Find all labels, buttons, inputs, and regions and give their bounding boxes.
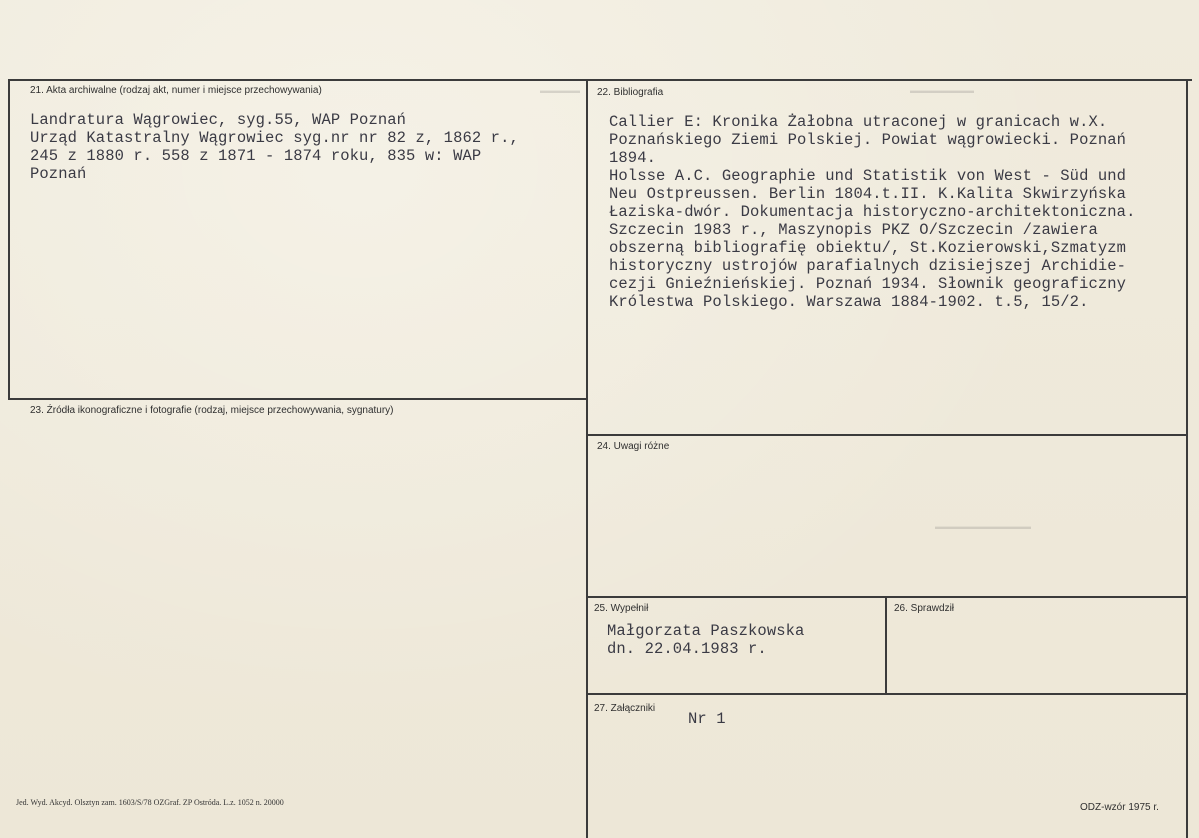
show-through-mark: ▬▬▬▬▬ [540,86,580,95]
left-horizontal-rule [8,398,586,400]
field-27-label: 27. Załączniki [594,703,656,714]
field-22-value: Callier E: Kronika Żałobna utraconej w granicach w.X. Poznańskiego Ziemi Polskiej. Powiat wągrowiecki. Poznań 1894. Holsse A.C. Geographie und Statistik von West - Süd und Neu Ostpreussen. Berlin 1804.t.II. K.Kalita Skwirzyńska Łaziska-dwór. Dokumentacja historyczno-architektoniczna. Szczecin 1983 r., Maszynopis PKZ O/Szczecin /zawiera obszerną bibliografię obiektu/, St.Kozierowski,Szmatyzm historyczny ustrojów parafialnych dzisiejszej Archidie- cezji Gnieźnieńskiej. Poznań 1934. Słownik geograficzny Królestwa Polskiego. Warszawa 1884-1902. t.5, 15/2. [609,113,1136,311]
field-22-label: 22. Bibliografia [597,87,664,98]
form-code: ODZ-wzór 1975 r. [1080,802,1159,813]
top-rule [8,79,1192,81]
field-21-label: 21. Akta archiwalne (rodzaj akt, numer i miejsce przechowywania) [30,85,322,96]
field-26-label: 26. Sprawdził [894,603,955,614]
rule-25 [586,596,1187,598]
field-24-label: 24. Uwagi różne [597,441,670,452]
field-25-value: Małgorzata Paszkowska dn. 22.04.1983 r. [607,622,805,658]
right-rule [1186,80,1188,838]
field-25-label: 25. Wypełnił [594,603,649,614]
show-through-mark: ▬▬▬▬▬▬▬▬ [910,86,974,95]
field-27-value: Nr 1 [688,710,726,728]
left-rule [8,79,10,400]
show-through-mark: ▬▬▬▬▬▬▬▬▬▬▬▬ [935,522,1031,531]
field-23-label: 23. Źródła ikonograficzne i fotografie (rodzaj, miejsce przechowywania, sygnatury) [30,405,394,416]
print-info: Jed. Wyd. Akcyd. Olsztyn zam. 1603/S/78 OZGraf. ZP Ostróda. L.z. 1052 n. 20000 [16,798,284,807]
field-21-value: Landratura Wągrowiec, syg.55, WAP Poznań Urząd Katastralny Wągrowiec syg.nr nr 82 z, 1862 r., 245 z 1880 r. 558 z 1871 - 1874 roku, 835 w: WAP Poznań [30,111,519,183]
rule-24 [586,434,1187,436]
rule-27 [586,693,1187,695]
middle-vertical-rule [586,80,588,838]
rule-25-26-divider [885,596,887,694]
